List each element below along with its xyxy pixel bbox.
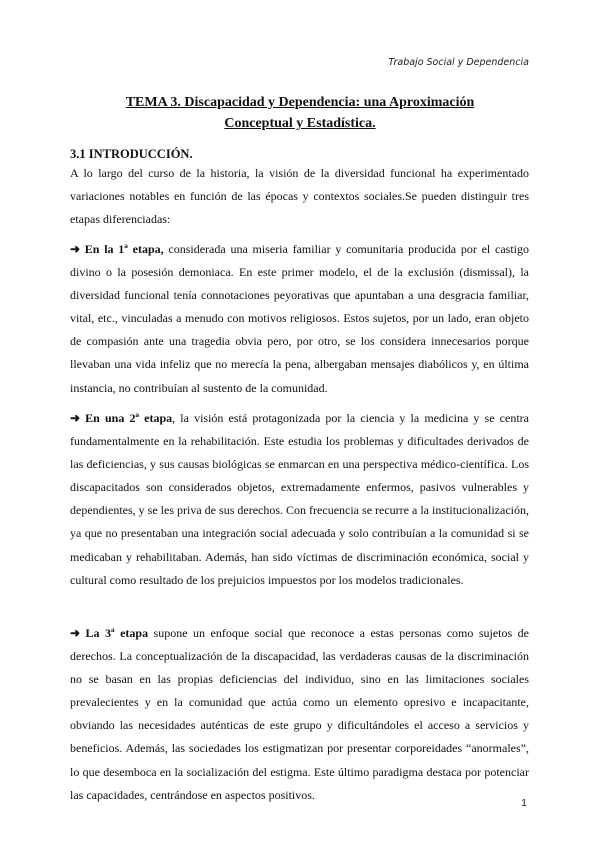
page-number: 1 (521, 797, 527, 809)
stage-2-paragraph (70, 407, 529, 592)
chapter-title-line-1: TEMA 3. Discapacidad y Dependencia: una Aproximación (125, 95, 475, 110)
running-header: Trabajo Social y Dependencia (388, 57, 529, 68)
stage-1-lead: ➜ En la 1ª etapa, (70, 242, 164, 256)
stage-1-text: considerada una miseria familiar y comunitaria producida por el castigo divino o la posesión demoniaca. En este primer modelo, el de la exclusión (dismissal), la diversidad funcional tenía connotaciones peyorativas que apuntaban a una desgracia familiar, vital, etc., vinculadas a menudo con motivos religiosos. Estos sujetos, por un lado, eran objeto de compasión ante una tragedia obvia pero, por otro, se los considera innecesarios porque llevaban una vida infeliz que no merecía la pena, albergaban mensajes diabólicos y, en última instancia, no contribuían al sustento de la comunidad. (70, 242, 529, 395)
section-heading: 3.1 INTRODUCCIÓN. (70, 147, 193, 161)
chapter-title-line-2: Conceptual y Estadística. (224, 116, 376, 131)
stage-3-paragraph (70, 622, 529, 807)
chapter-title (70, 92, 530, 134)
stage-2-lead: ➜ En una 2ª etapa (70, 411, 173, 425)
intro-paragraph: A lo largo del curso de la historia, la visión de la diversidad funcional ha experimentado variaciones notables en función de las épocas y contextos sociales.Se pueden distinguir tres etapas diferenciadas: (70, 166, 529, 227)
stage-1-paragraph (70, 238, 529, 400)
stage-3-text: supone un enfoque social que reconoce a estas personas como sujetos de derechos. La conceptualización de la discapacidad, las verdaderas causas de la discriminación no se basan en las propias deficiencias del individuo, sino en las limitaciones sociales prevalecientes y en la comunidad que actúa como un elemento opresivo e incapacitante, obviando las necesidades auténticas de este grupo y dificultándoles el acceso a servicios y beneficios. Además, las sociedades los estigmatizan por presentar corporeidades “anormales”, lo que desemboca en la socialización del estigma. Este último paradigma destaca por potenciar las capacidades, centrándose en aspectos positivos. (70, 626, 529, 802)
stage-3-lead: ➜ La 3ª etapa (70, 626, 149, 640)
stage-2-text: , la visión está protagonizada por la ciencia y la medicina y se centra fundamentalmente en la rehabilitación. Este estudia los problemas y dificultades derivados de las deficiencias, y sus causas biológicas se enmarcan en una perspectiva médico-científica. Los discapacitados son considerados objetos, extremadamente enfermos, pasivos vulnerables y dependientes, y se les priva de sus derechos. Con frecuencia se recurre a la institucionalización, ya que no presentaban una integración social adecuada y solo contribuían a la comunidad si se medicaban y rehabilitaban. Además, han sido víctimas de discriminación económica, social y cultural como resultado de los prejuicios impuestos por los modelos tradicionales. (70, 411, 529, 587)
